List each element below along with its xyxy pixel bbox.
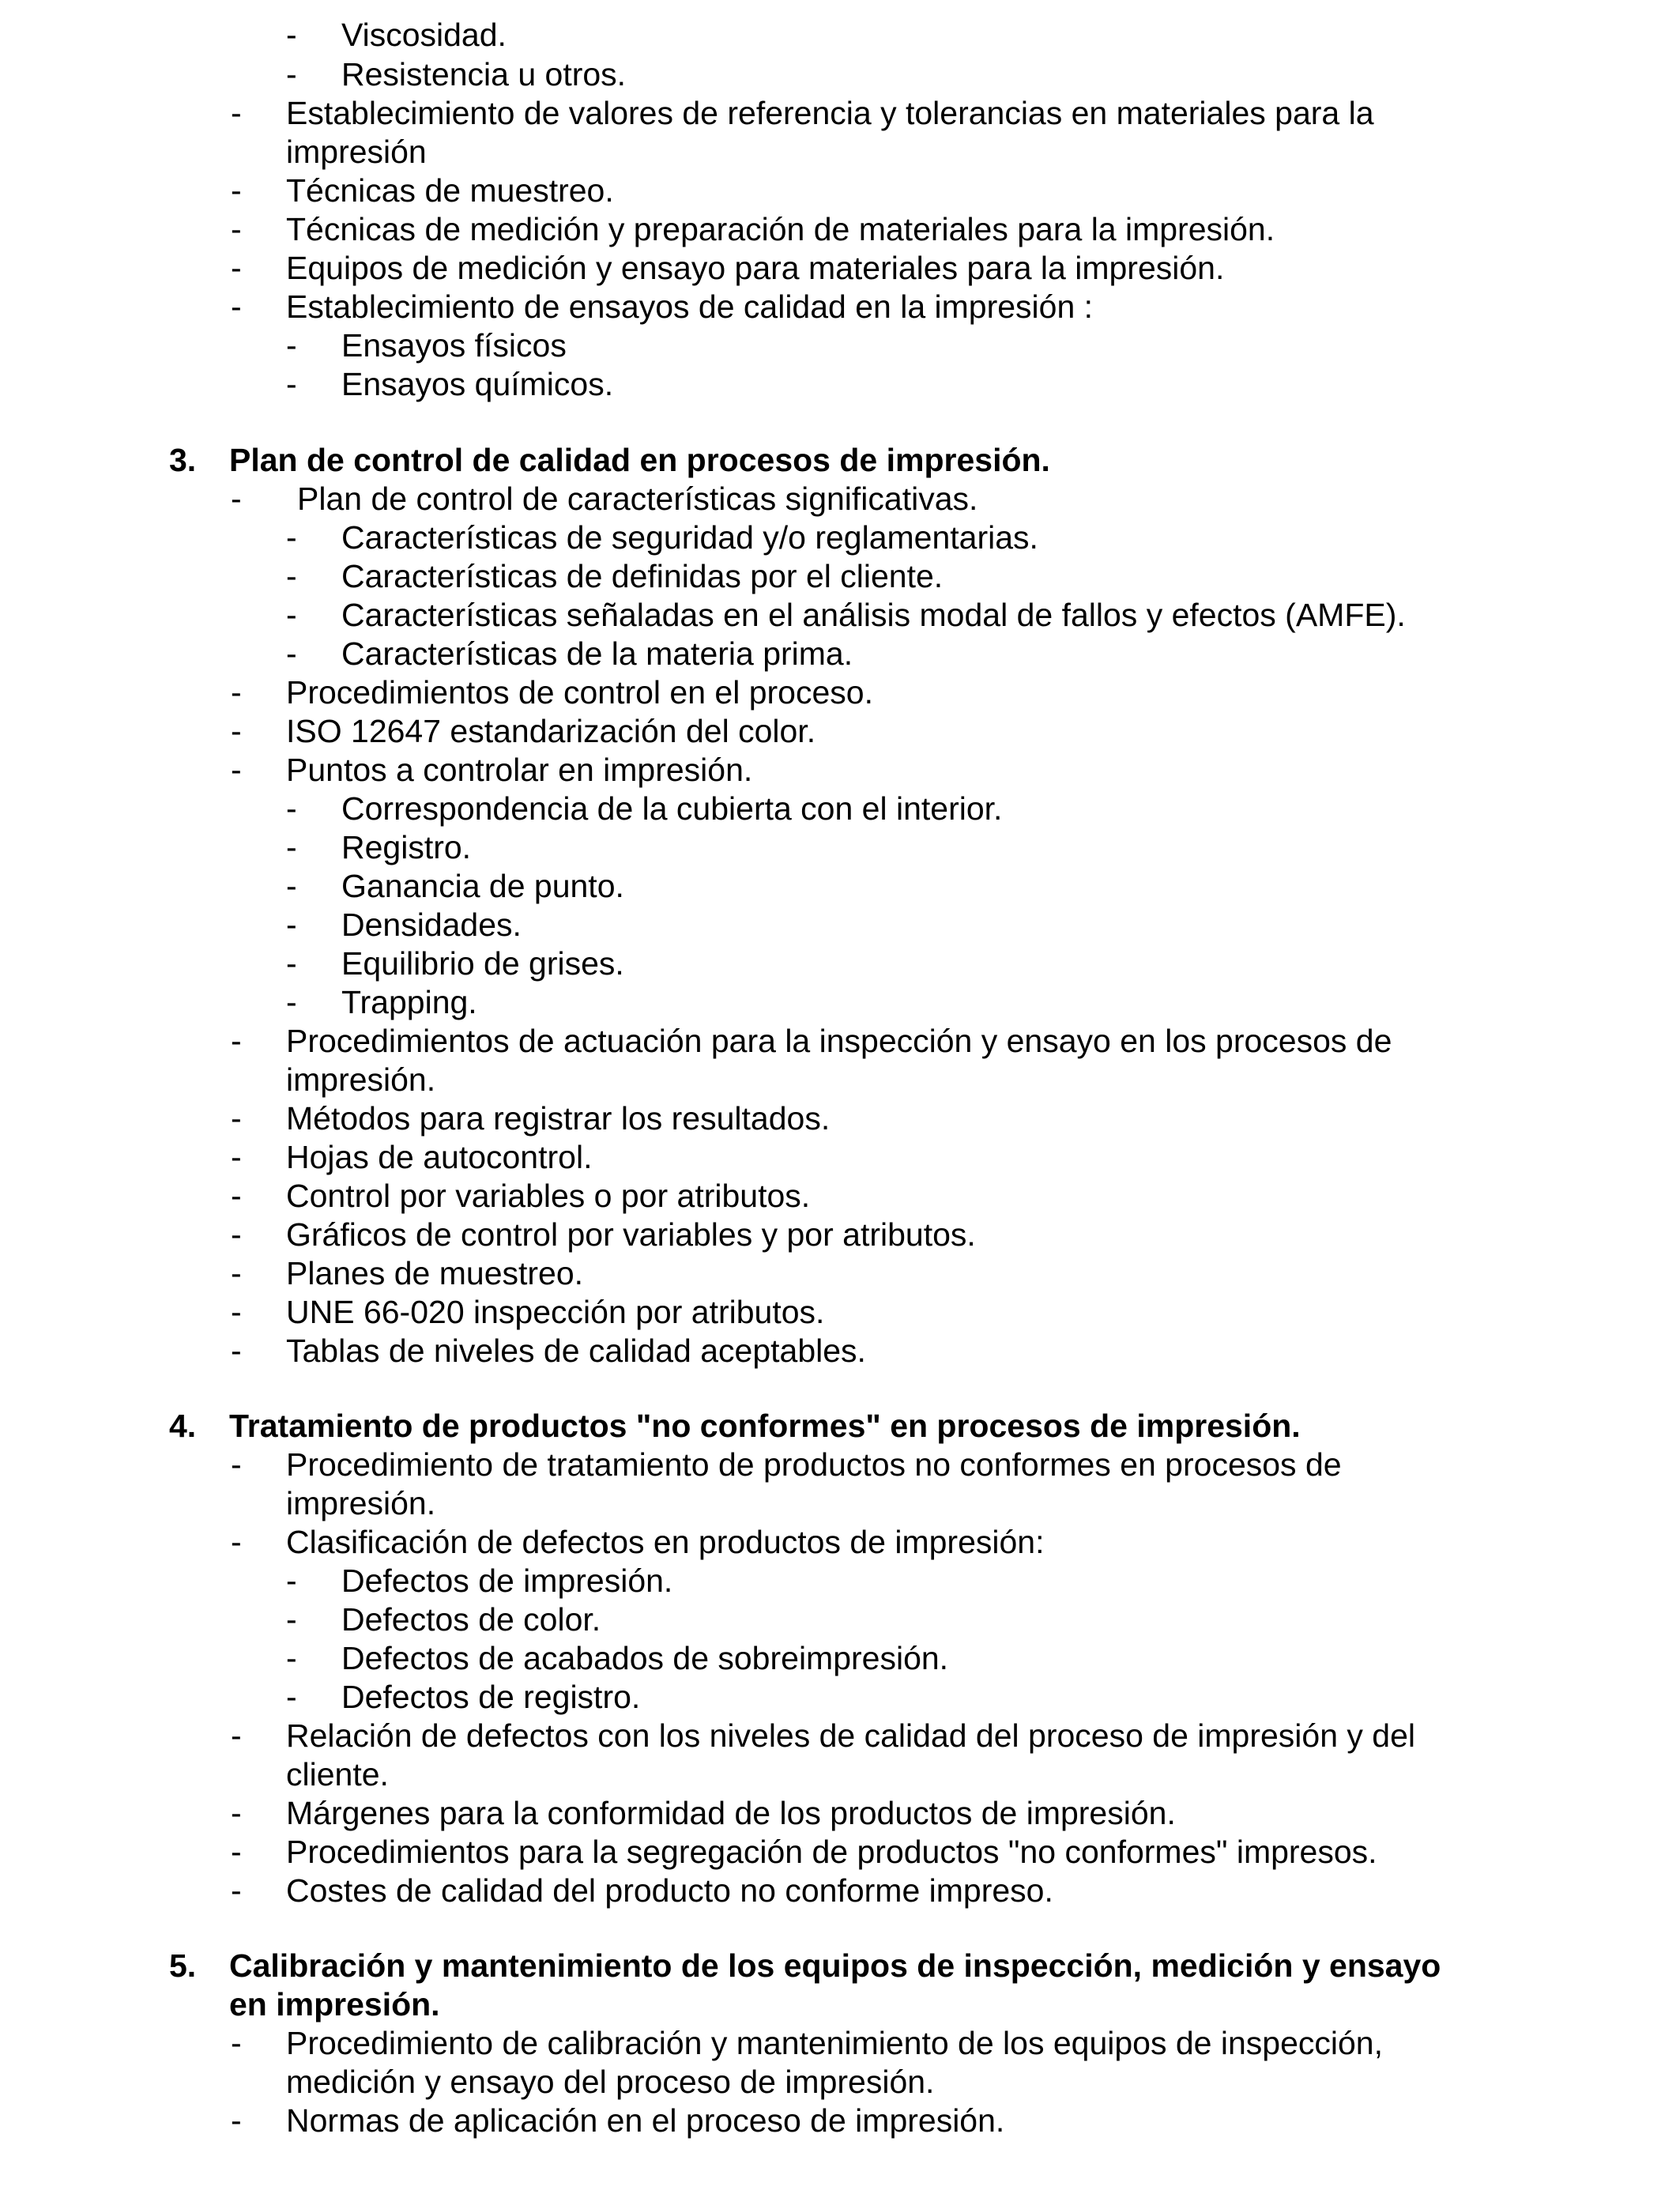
bullet-dash: -: [286, 829, 297, 865]
list-item: Métodos para registrar los resultados.: [286, 1100, 831, 1137]
bullet-dash: -: [231, 1216, 242, 1253]
bullet-dash: -: [231, 1872, 242, 1909]
list-item: Plan de control de características significativas.: [297, 481, 978, 517]
list-item: Costes de calidad del producto no conforme impreso.: [286, 1872, 1053, 1909]
bullet-dash: -: [231, 288, 242, 325]
list-item-continuation: medición y ensayo del proceso de impresión.: [286, 2064, 935, 2100]
bullet-dash: -: [231, 1139, 242, 1175]
list-item: Procedimiento de tratamiento de productos no conformes en procesos de: [286, 1446, 1342, 1483]
bullet-dash: -: [231, 1100, 242, 1137]
list-item: Establecimiento de valores de referencia y tolerancias en materiales para la: [286, 95, 1374, 131]
bullet-dash: -: [286, 868, 297, 904]
list-item: Ensayos químicos.: [341, 366, 614, 402]
list-item: Procedimientos para la segregación de productos "no conformes" impresos.: [286, 1834, 1377, 1870]
list-item: Establecimiento de ensayos de calidad en la impresión :: [286, 288, 1094, 325]
list-item: Registro.: [341, 829, 472, 865]
bullet-dash: -: [286, 635, 297, 672]
list-item: Relación de defectos con los niveles de calidad del proceso de impresión y del: [286, 1717, 1416, 1754]
bullet-dash: -: [231, 1023, 242, 1059]
bullet-dash: -: [286, 519, 297, 556]
section-heading: Tratamiento de productos "no conformes" en procesos de impresión.: [229, 1408, 1301, 1444]
bullet-dash: -: [231, 1333, 242, 1369]
list-item: Características de la materia prima.: [341, 635, 853, 672]
bullet-dash: -: [231, 172, 242, 209]
list-item-continuation: impresión: [286, 134, 427, 170]
list-item: Correspondencia de la cubierta con el interior.: [341, 790, 1003, 827]
bullet-dash: -: [286, 327, 297, 364]
bullet-dash: -: [231, 1178, 242, 1214]
bullet-dash: -: [231, 1717, 242, 1754]
bullet-dash: -: [286, 56, 297, 92]
bullet-dash: -: [231, 250, 242, 286]
section-heading: Calibración y mantenimiento de los equipos de inspección, medición y ensayo: [229, 1947, 1441, 1984]
bullet-dash: -: [231, 95, 242, 131]
list-item: Densidades.: [341, 907, 522, 943]
list-item: UNE 66-020 inspección por atributos.: [286, 1294, 825, 1330]
list-item-continuation: impresión.: [286, 1061, 436, 1098]
bullet-dash: -: [286, 1563, 297, 1599]
list-item: Márgenes para la conformidad de los productos de impresión.: [286, 1795, 1176, 1831]
bullet-dash: -: [286, 558, 297, 594]
list-item-continuation: cliente.: [286, 1756, 389, 1793]
bullet-dash: -: [286, 790, 297, 827]
bullet-dash: -: [286, 984, 297, 1020]
list-item: Trapping.: [341, 984, 477, 1020]
bullet-dash: -: [286, 907, 297, 943]
list-item: Ensayos físicos: [341, 327, 567, 364]
list-item: Defectos de impresión.: [341, 1563, 673, 1599]
bullet-dash: -: [231, 1446, 242, 1483]
bullet-dash: -: [286, 945, 297, 982]
list-item: Técnicas de medición y preparación de materiales para la impresión.: [286, 211, 1275, 247]
bullet-dash: -: [286, 597, 297, 633]
list-item: Ganancia de punto.: [341, 868, 624, 904]
list-item: Procedimientos de control en el proceso.: [286, 674, 873, 711]
section-number: 3.: [169, 442, 197, 478]
bullet-dash: -: [286, 366, 297, 402]
list-item: Gráficos de control por variables y por atributos.: [286, 1216, 976, 1253]
section-heading-continuation: en impresión.: [229, 1986, 440, 2022]
list-item: Equipos de medición y ensayo para materiales para la impresión.: [286, 250, 1225, 286]
list-item-continuation: impresión.: [286, 1485, 436, 1521]
bullet-dash: -: [231, 1834, 242, 1870]
bullet-dash: -: [231, 2025, 242, 2061]
bullet-dash: -: [231, 1795, 242, 1831]
bullet-dash: -: [286, 1679, 297, 1715]
list-item: Características señaladas en el análisis modal de fallos y efectos (AMFE).: [341, 597, 1406, 633]
list-item: Defectos de registro.: [341, 1679, 641, 1715]
list-item: Equilibrio de grises.: [341, 945, 624, 982]
list-item: Defectos de color.: [341, 1601, 601, 1638]
list-item: Normas de aplicación en el proceso de impresión.: [286, 2102, 1005, 2139]
list-item: Características de definidas por el cliente.: [341, 558, 944, 594]
bullet-dash: -: [286, 1640, 297, 1676]
section-number: 4.: [169, 1408, 197, 1444]
bullet-dash: -: [231, 1255, 242, 1291]
list-item: Defectos de acabados de sobreimpresión.: [341, 1640, 949, 1676]
bullet-dash: -: [231, 674, 242, 711]
list-item: Procedimientos de actuación para la inspección y ensayo en los procesos de: [286, 1023, 1392, 1059]
list-item: Características de seguridad y/o reglamentarias.: [341, 519, 1038, 556]
bullet-dash: -: [231, 1524, 242, 1560]
bullet-dash: -: [231, 481, 242, 517]
bullet-dash: -: [286, 17, 297, 53]
list-item: Resistencia u otros.: [341, 56, 627, 92]
bullet-dash: -: [231, 2102, 242, 2139]
bullet-dash: -: [231, 752, 242, 788]
list-item: Procedimiento de calibración y mantenimiento de los equipos de inspección,: [286, 2025, 1383, 2061]
list-item: ISO 12647 estandarización del color.: [286, 713, 816, 749]
list-item: Puntos a controlar en impresión.: [286, 752, 753, 788]
list-item: Hojas de autocontrol.: [286, 1139, 593, 1175]
list-item: Planes de muestreo.: [286, 1255, 584, 1291]
section-number: 5.: [169, 1947, 197, 1984]
bullet-dash: -: [231, 211, 242, 247]
list-item: Técnicas de muestreo.: [286, 172, 614, 209]
bullet-dash: -: [231, 1294, 242, 1330]
bullet-dash: -: [286, 1601, 297, 1638]
section-heading: Plan de control de calidad en procesos de impresión.: [229, 442, 1050, 478]
list-item: Clasificación de defectos en productos de impresión:: [286, 1524, 1045, 1560]
list-item: Control por variables o por atributos.: [286, 1178, 811, 1214]
list-item: Tablas de niveles de calidad aceptables.: [286, 1333, 866, 1369]
list-item: Viscosidad.: [341, 17, 507, 53]
bullet-dash: -: [231, 713, 242, 749]
